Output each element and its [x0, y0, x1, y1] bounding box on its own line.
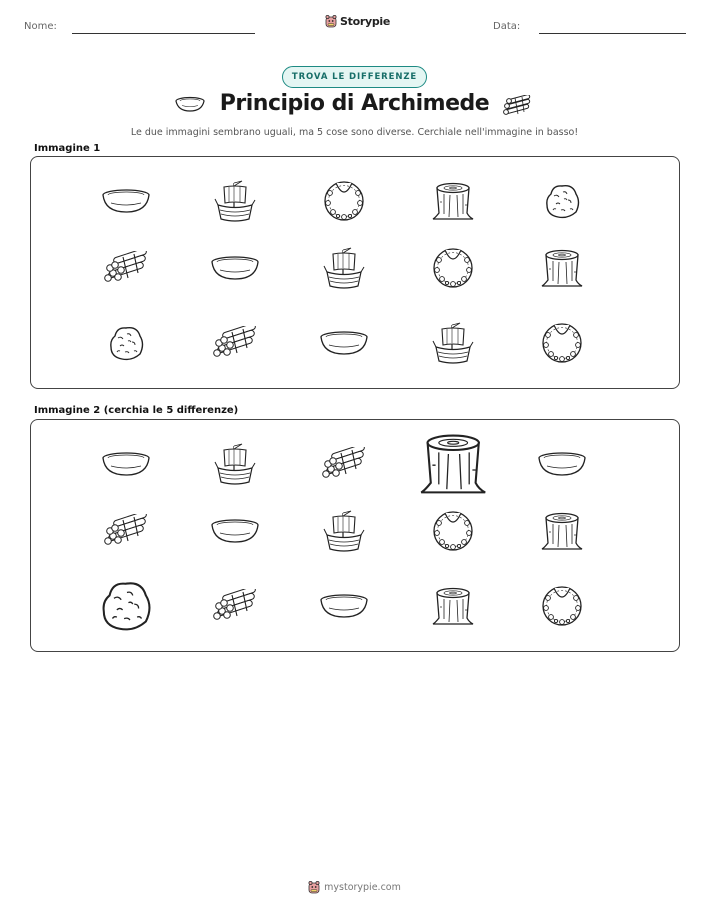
ship-icon [212, 179, 258, 227]
footer-url[interactable]: mystorypie.com [324, 881, 401, 893]
panel-1-label: Immagine 1 [34, 143, 101, 154]
rock-icon[interactable] [98, 578, 153, 637]
necklace-icon [322, 179, 366, 227]
bowl-icon [101, 188, 151, 218]
ship-icon [321, 246, 367, 294]
log-bundle-icon[interactable] [319, 447, 369, 485]
log-bundle-icon [210, 326, 260, 364]
log-bundle-icon[interactable] [101, 514, 151, 552]
storypie-mascot-icon [325, 14, 337, 28]
bowl-icon [210, 255, 260, 285]
necklace-icon [540, 321, 584, 369]
activity-badge: TROVA LE DIFFERENZE [282, 66, 427, 88]
bowl-icon[interactable] [537, 451, 587, 481]
page-title: Principio di Archimede [219, 91, 490, 116]
bowl-icon[interactable] [319, 593, 369, 623]
name-label: Nome: [24, 21, 57, 32]
log-bundle-icon [101, 251, 151, 289]
tree-stump-icon[interactable] [431, 585, 475, 631]
date-line[interactable] [539, 33, 686, 34]
ship-icon [430, 321, 476, 369]
panel-2-label: Immagine 2 (cerchia le 5 differenze) [34, 405, 239, 416]
date-label: Data: [493, 21, 521, 32]
bowl-icon[interactable] [101, 451, 151, 481]
bowl-icon[interactable] [210, 518, 260, 548]
bowl-icon [319, 330, 369, 360]
tree-stump-icon[interactable] [540, 510, 584, 556]
necklace-icon[interactable] [540, 584, 584, 632]
tree-stump-icon[interactable] [418, 430, 488, 501]
log-bundle-icon [502, 95, 534, 117]
log-bundle-icon[interactable] [210, 589, 260, 627]
necklace-icon[interactable] [431, 509, 475, 557]
tree-stump-icon [540, 247, 584, 293]
necklace-icon [431, 246, 475, 294]
ship-icon[interactable] [212, 442, 258, 490]
panel-1-frame [30, 156, 680, 389]
brand-name: Storypie [340, 14, 391, 28]
name-line[interactable] [72, 33, 255, 34]
footer [0, 880, 709, 894]
brand-logo [325, 14, 390, 28]
rock-icon [543, 182, 581, 224]
panel-2-frame [30, 419, 680, 652]
rock-icon [107, 324, 145, 366]
ship-icon[interactable] [321, 509, 367, 557]
instructions: Le due immagini sembrano uguali, ma 5 cose sono diverse. Cerchiale nell'immagine in basso! [130, 127, 579, 138]
storypie-mascot-icon [308, 880, 320, 894]
tree-stump-icon [431, 180, 475, 226]
